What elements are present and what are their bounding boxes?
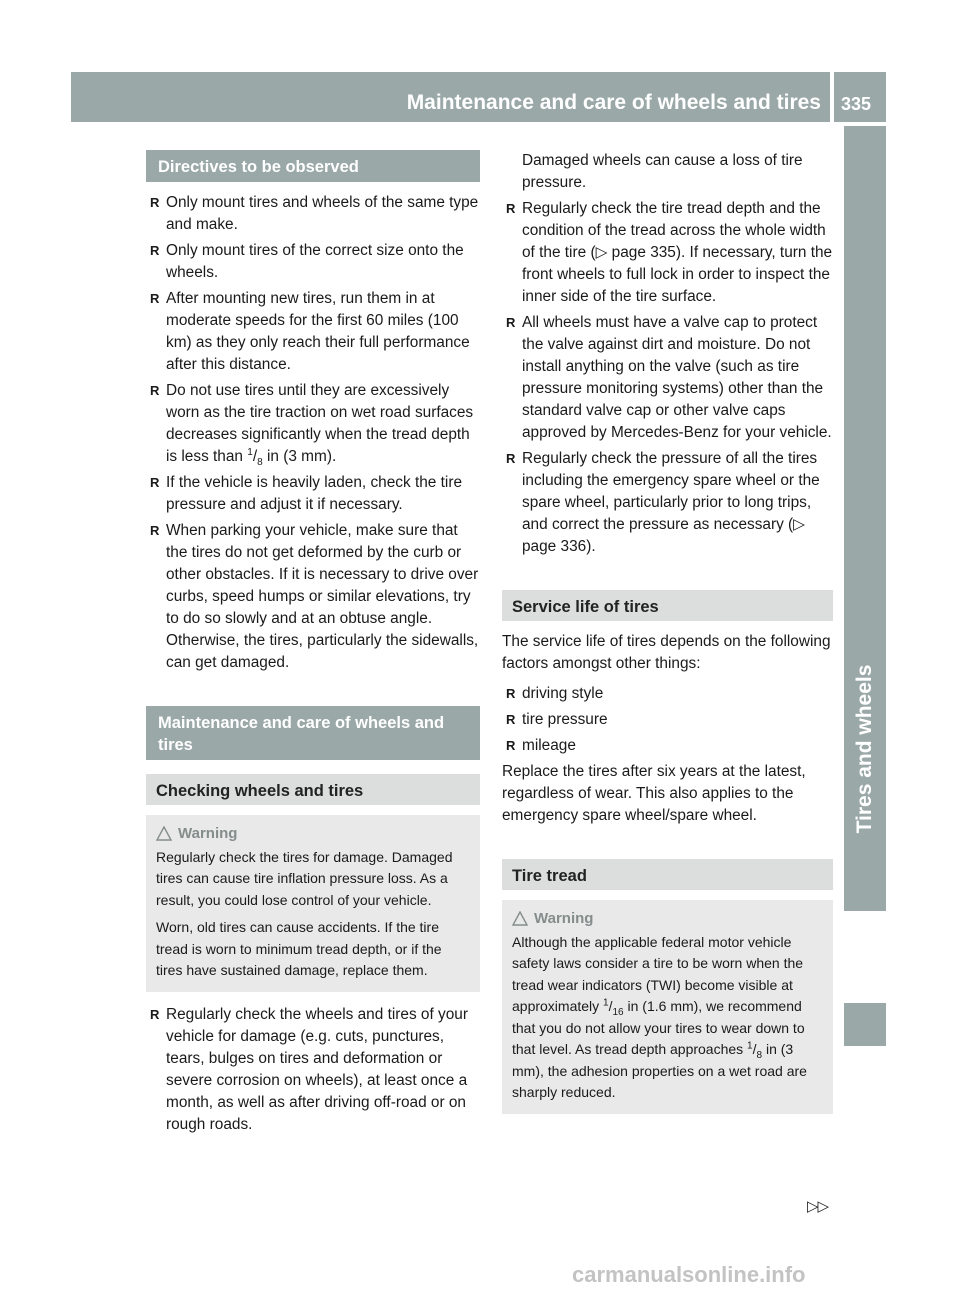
paragraph: The service life of tires depends on the following factors amongst other things:	[502, 633, 831, 672]
list-item: R driving style	[506, 685, 604, 702]
warning-title: Warning	[512, 908, 823, 930]
warning-text: Regularly check the tires for damage. Damaged tires can cause tire inflation pressure loss. As a result, you could lose control of your vehicle.	[156, 848, 453, 908]
page-header-title: Maintenance and care of wheels and tires	[406, 91, 821, 114]
section-heading-maintenance: Maintenance and care of wheels and tires	[146, 706, 480, 760]
warning-text: Worn, old tires can cause accidents. If the tire tread is worn to minimum tread depth, or if the tires have sustained damage, replace them.	[156, 919, 442, 978]
continued-text: Damaged wheels can cause a loss of tire pressure.	[522, 152, 803, 191]
watermark: carmanualsonline.info	[572, 1262, 806, 1287]
section-heading-directives: Directives to be observed	[146, 150, 480, 182]
subheading-tire-tread: Tire tread	[502, 859, 833, 890]
warning-text: Although the applicable federal motor vehicle safety laws consider a tire to be worn when the tread wear indicators (TWI) become visible at approximately $^1/_{16}$ in (1.6 mm), we recommend that you do not allow your tires to wear down to that level. As tread depth approaches $^1/_8$ in (3 mm), the adhesion properties on a wet road are sharply reduced.	[512, 933, 807, 1100]
list-item: R Regularly check the pressure of all the tires including the emergency spare wheel or the spare wheel, particularly prior to long trips, and correct the pressure as necessary (▷ page 336).	[506, 450, 820, 555]
left-column	[146, 150, 480, 1140]
side-tab-label: Tires and wheels	[853, 664, 876, 834]
list-item: R mileage	[506, 737, 576, 754]
list-item: R Only mount tires and wheels of the same type and make.	[150, 194, 479, 233]
paragraph: Replace the tires after six years at the latest, regardless of wear. This also applies to the emergency spare wheel/spare wheel.	[502, 763, 806, 824]
page-number: 335	[841, 94, 872, 114]
warning-triangle-icon	[512, 911, 528, 926]
list-item: R When parking your vehicle, make sure that the tires do not get deformed by the curb or other obstacles. If it is necessary to drive over curbs, speed humps or similar elevations, try to do so slowly and at an obtuse angle. Otherwise, the tires, particularly the sidewalls, can get damaged.	[150, 522, 479, 671]
page-number-box	[834, 72, 886, 122]
list-item: R All wheels must have a valve cap to protect the valve against dirt and moisture. Do not install anything on the valve (such as tire pressure monitoring systems) other than the standard valve cap or other valve caps approved by Mercedes-Benz for your vehicle.	[506, 314, 832, 441]
subheading-checking: Checking wheels and tires	[146, 774, 480, 805]
side-section-tab	[844, 126, 886, 911]
list-item: R Regularly check the wheels and tires of your vehicle for damage (e.g. cuts, punctures, tears, bulges on tires and deformation or severe corrosion on wheels), at least once a month, as well as after driving off-road or on rough roads.	[150, 1005, 468, 1133]
list-item: R After mounting new tires, run them in at moderate speeds for the first 60 miles (100 km) as they only reach their full performance after this distance.	[150, 290, 470, 373]
side-marker-block	[844, 1003, 886, 1046]
list-item: R Only mount tires of the correct size onto the wheels.	[150, 242, 464, 281]
list-item: R If the vehicle is heavily laden, check the tire pressure and adjust it if necessary.	[150, 474, 462, 513]
continued-arrow-icon: ▷▷	[807, 1198, 829, 1215]
header-bar	[71, 72, 830, 122]
subheading-service-life: Service life of tires	[502, 590, 833, 621]
warning-box	[502, 900, 833, 1114]
warning-triangle-icon	[156, 826, 172, 841]
warning-box	[146, 815, 480, 992]
list-item: R Do not use tires until they are excessively worn as the tire traction on wet road surfaces decreases significantly when the tread depth is less than $^1/_8$ in (3 mm).	[150, 382, 474, 469]
right-column	[502, 150, 833, 1126]
list-item: R tire pressure	[506, 711, 608, 728]
warning-title: Warning	[156, 823, 470, 845]
list-item: R Regularly check the tire tread depth and the condition of the tread across the whole width of the tire (▷ page 335). If necessary, turn the front wheels to full lock in order to inspect the inner side of the tire surface.	[506, 200, 833, 305]
